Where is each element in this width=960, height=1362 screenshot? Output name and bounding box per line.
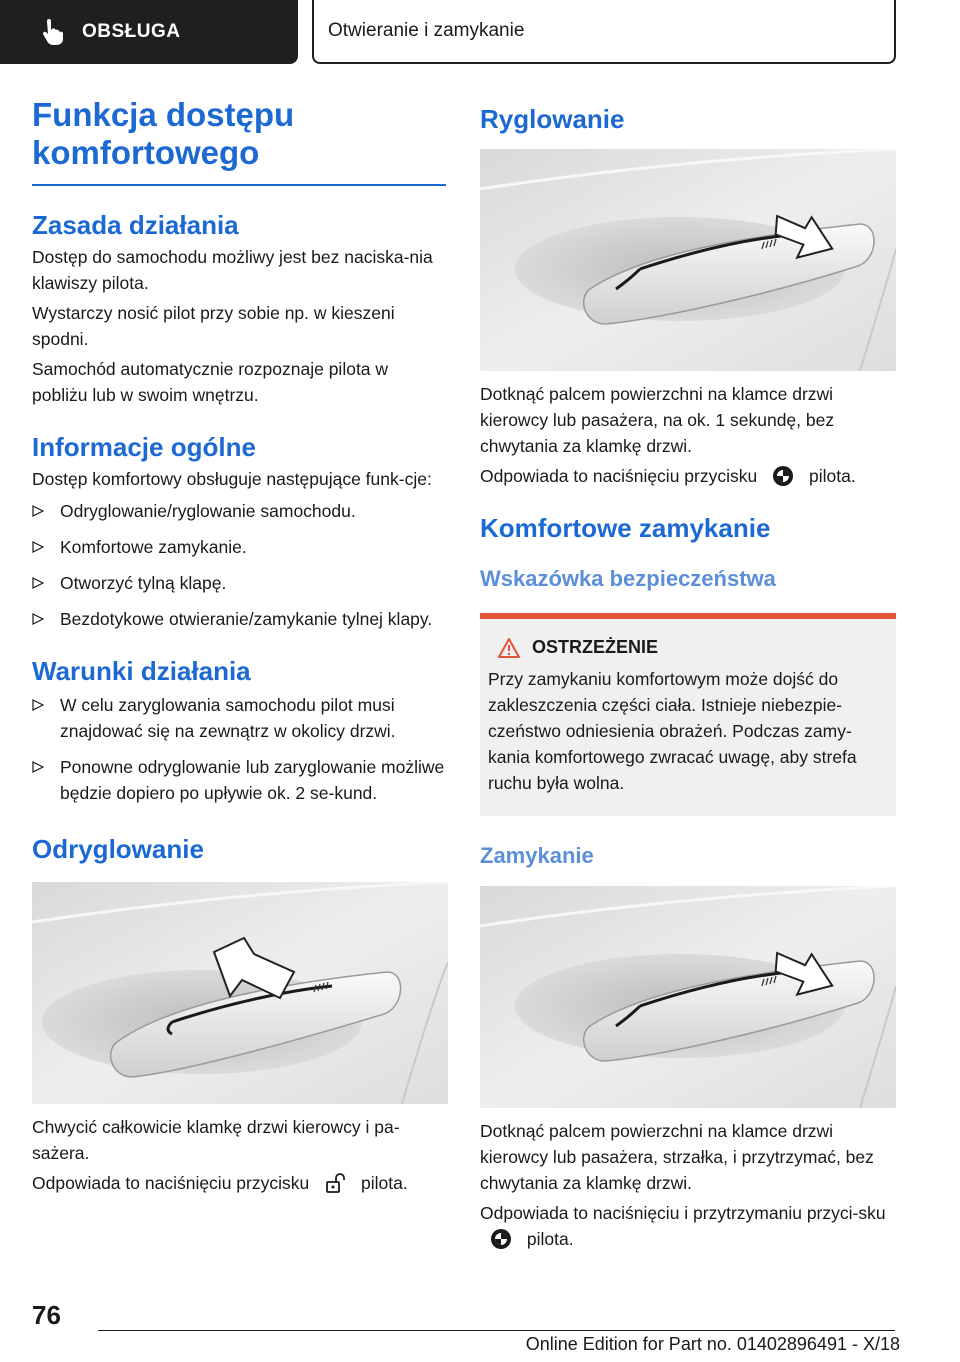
general-intro: Dostęp komfortowy obsługuje następujące funk-cje: — [32, 469, 432, 489]
list-item — [32, 570, 448, 596]
lock-door-handle-image — [480, 149, 896, 371]
closing-paragraph-1: Dotknąć palcem powierzchni na klamce drzwi kierowcy lub pasażera, strzałka, i przytrzymać, bez chwytania za klamkę drzwi. — [480, 1121, 874, 1193]
triangle-bullet-icon — [32, 541, 44, 553]
list-item-text: Otworzyć tylną klapę. — [60, 573, 227, 593]
chapter-tab[interactable] — [312, 0, 896, 64]
section-label: OBSŁUGA — [82, 21, 181, 42]
triangle-bullet-icon — [32, 577, 44, 589]
list-item — [32, 534, 448, 560]
lock-heading: Ryglowanie — [480, 104, 625, 134]
bmw-logo-icon — [490, 1228, 512, 1250]
unlock-paragraph-1: Chwycić całkowicie klamkę drzwi kierowcy i pa-sażera. — [32, 1117, 400, 1163]
closing-paragraph-2-suffix: pilota. — [526, 1229, 574, 1249]
hand-pointer-icon — [38, 18, 66, 46]
list-item-text: W celu zaryglowania samochodu pilot musi znajdować się na zewnątrz w okolicy drzwi. — [60, 695, 396, 741]
general-list — [32, 498, 448, 632]
unlock-paragraph-2 — [32, 1170, 448, 1196]
list-item-text: Ponowne odryglowanie lub zaryglowanie możliwe będzie dopiero po upływie ok. 2 se-kund. — [60, 757, 445, 803]
unlock-paragraph-2-text: Odpowiada to naciśnięciu przycisku — [32, 1173, 310, 1193]
warning-text: Przy zamykaniu komfortowym może dojść do zakleszczenia części ciała. Istnieje niebezpie-czeństwo odniesienia obrażeń. Podczas zamy-kania komfortowego zwracać uwagę, aby strefa ruchu była wolna. — [488, 669, 857, 793]
principle-paragraph-1: Dostęp do samochodu możliwy jest bez naciska-nia klawiszy pilota. — [32, 247, 433, 293]
comfort-close-heading: Komfortowe zamykanie — [480, 513, 771, 543]
page-number: 76 — [32, 1300, 61, 1330]
list-item — [32, 498, 448, 524]
unlock-heading: Odryglowanie — [32, 834, 204, 864]
section-tab[interactable] — [0, 0, 298, 64]
closing-door-handle-image — [480, 886, 896, 1108]
list-item — [32, 754, 448, 806]
lock-paragraph-2-suffix: pilota. — [808, 466, 856, 486]
unlock-door-handle-image — [32, 882, 448, 1104]
lock-paragraph-1: Dotknąć palcem powierzchni na klamce drzwi kierowcy lub pasażera, na ok. 1 sekundę, bez chwytania za klamkę drzwi. — [480, 384, 835, 456]
page-title: Funkcja dostępu komfortowego — [32, 96, 446, 186]
conditions-heading: Warunki działania — [32, 656, 251, 686]
chapter-label: Otwieranie i zamykanie — [328, 20, 525, 41]
triangle-bullet-icon — [32, 505, 44, 517]
unlock-paragraph-2-suffix: pilota. — [360, 1173, 408, 1193]
warning-title — [498, 637, 888, 658]
lock-paragraph-2 — [480, 463, 896, 489]
warning-triangle-icon — [498, 638, 520, 658]
list-item-text: Komfortowe zamykanie. — [60, 537, 247, 557]
safety-heading: Wskazówka bezpieczeństwa — [480, 566, 776, 591]
principle-paragraph-2: Wystarczy nosić pilot przy sobie np. w kieszeni spodni. — [32, 303, 395, 349]
triangle-bullet-icon — [32, 699, 44, 711]
unlock-icon — [324, 1172, 346, 1194]
footer-divider — [98, 1330, 895, 1331]
right-column — [480, 96, 896, 1252]
warning-title-text: OSTRZEŻENIE — [532, 637, 659, 657]
list-item-text: Odryglowanie/ryglowanie samochodu. — [60, 501, 356, 521]
principle-paragraph-3: Samochód automatycznie rozpoznaje pilota w pobliżu lub w swoim wnętrzu. — [32, 359, 389, 405]
closing-paragraph-2 — [480, 1200, 896, 1252]
triangle-bullet-icon — [32, 613, 44, 625]
lock-paragraph-2-text: Odpowiada to naciśnięciu przycisku — [480, 466, 758, 486]
triangle-bullet-icon — [32, 761, 44, 773]
list-item — [32, 692, 448, 744]
bmw-logo-icon — [772, 465, 794, 487]
closing-heading: Zamykanie — [480, 843, 594, 868]
principle-heading: Zasada działania — [32, 210, 239, 240]
conditions-list — [32, 692, 448, 806]
list-item-text: Bezdotykowe otwieranie/zamykanie tylnej klapy. — [60, 609, 433, 629]
general-heading: Informacje ogólne — [32, 432, 256, 462]
edition-text: Online Edition for Part no. 01402896491 - X/18 — [525, 1334, 900, 1354]
page-header — [0, 0, 960, 66]
list-item — [32, 606, 448, 632]
warning-box — [480, 613, 896, 816]
closing-paragraph-2-text: Odpowiada to naciśnięciu i przytrzymaniu przyci-sku — [480, 1203, 886, 1223]
left-column — [32, 96, 448, 1196]
